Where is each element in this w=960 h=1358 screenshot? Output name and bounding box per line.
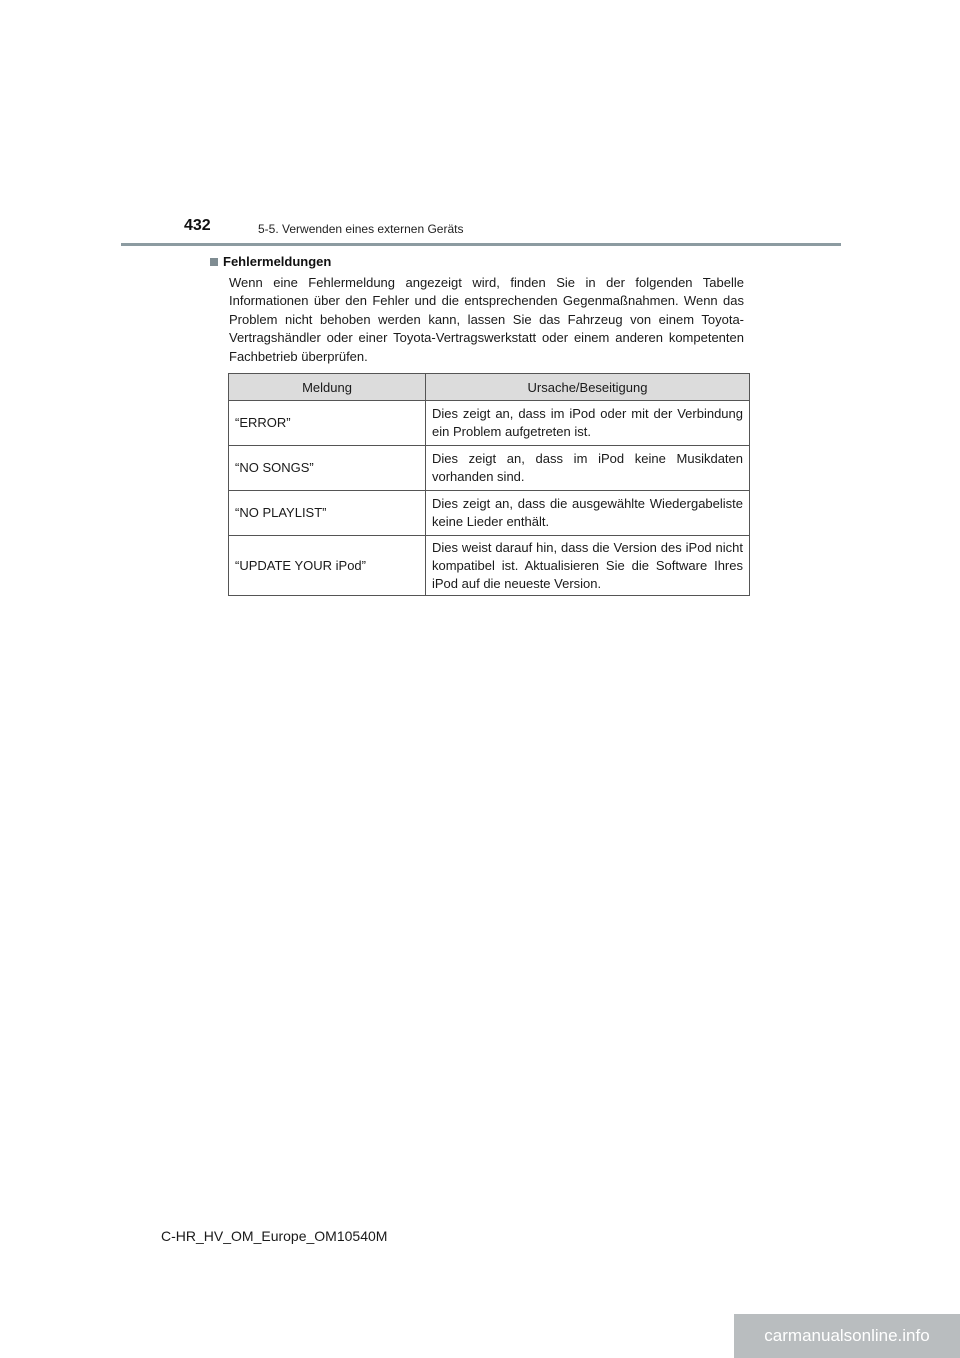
section-heading-text: Fehlermeldungen — [223, 254, 332, 269]
cause-cell: Dies zeigt an, dass im iPod oder mit der Verbindung ein Problem aufgetreten ist. — [426, 401, 750, 446]
message-cell: “UPDATE YOUR iPod” — [229, 536, 426, 596]
cause-cell: Dies zeigt an, dass die ausgewählte Wiedergabeliste keine Lieder enthält. — [426, 491, 750, 536]
message-cell: “NO SONGS” — [229, 446, 426, 491]
table-header-row — [229, 374, 750, 401]
section-heading — [210, 254, 331, 269]
watermark-link[interactable]: carmanualsonline.info — [734, 1314, 960, 1358]
table-row — [229, 536, 750, 596]
section-title: 5-5. Verwenden eines externen Geräts — [258, 222, 464, 236]
square-bullet-icon — [210, 258, 218, 266]
error-message-table — [228, 373, 750, 596]
cause-cell: Dies zeigt an, dass im iPod keine Musikdaten vorhanden sind. — [426, 446, 750, 491]
column-header-cause: Ursache/Beseitigung — [426, 374, 750, 401]
table-row — [229, 401, 750, 446]
cause-cell: Dies weist darauf hin, dass die Version des iPod nicht kompatibel ist. Aktualisieren Sie die Software Ihres iPod auf die neueste Version. — [426, 536, 750, 596]
page-number: 432 — [184, 217, 211, 234]
document-id: C-HR_HV_OM_Europe_OM10540M — [161, 1228, 388, 1244]
message-cell: “ERROR” — [229, 401, 426, 446]
column-header-message: Meldung — [229, 374, 426, 401]
table-row — [229, 446, 750, 491]
table-row — [229, 491, 750, 536]
header-divider — [121, 243, 841, 246]
message-cell: “NO PLAYLIST” — [229, 491, 426, 536]
intro-paragraph: Wenn eine Fehlermeldung angezeigt wird, finden Sie in der folgenden Tabelle Informationen über den Fehler und die entsprechenden Gegenmaßnahmen. Wenn das Problem nicht behoben werden kann, lassen Sie das Fahrzeug von einem Toyota-Vertragshändler oder einer Toyota-Vertragswerkstatt oder einem anderen kompetenten Fachbetrieb überprüfen. — [229, 275, 744, 364]
